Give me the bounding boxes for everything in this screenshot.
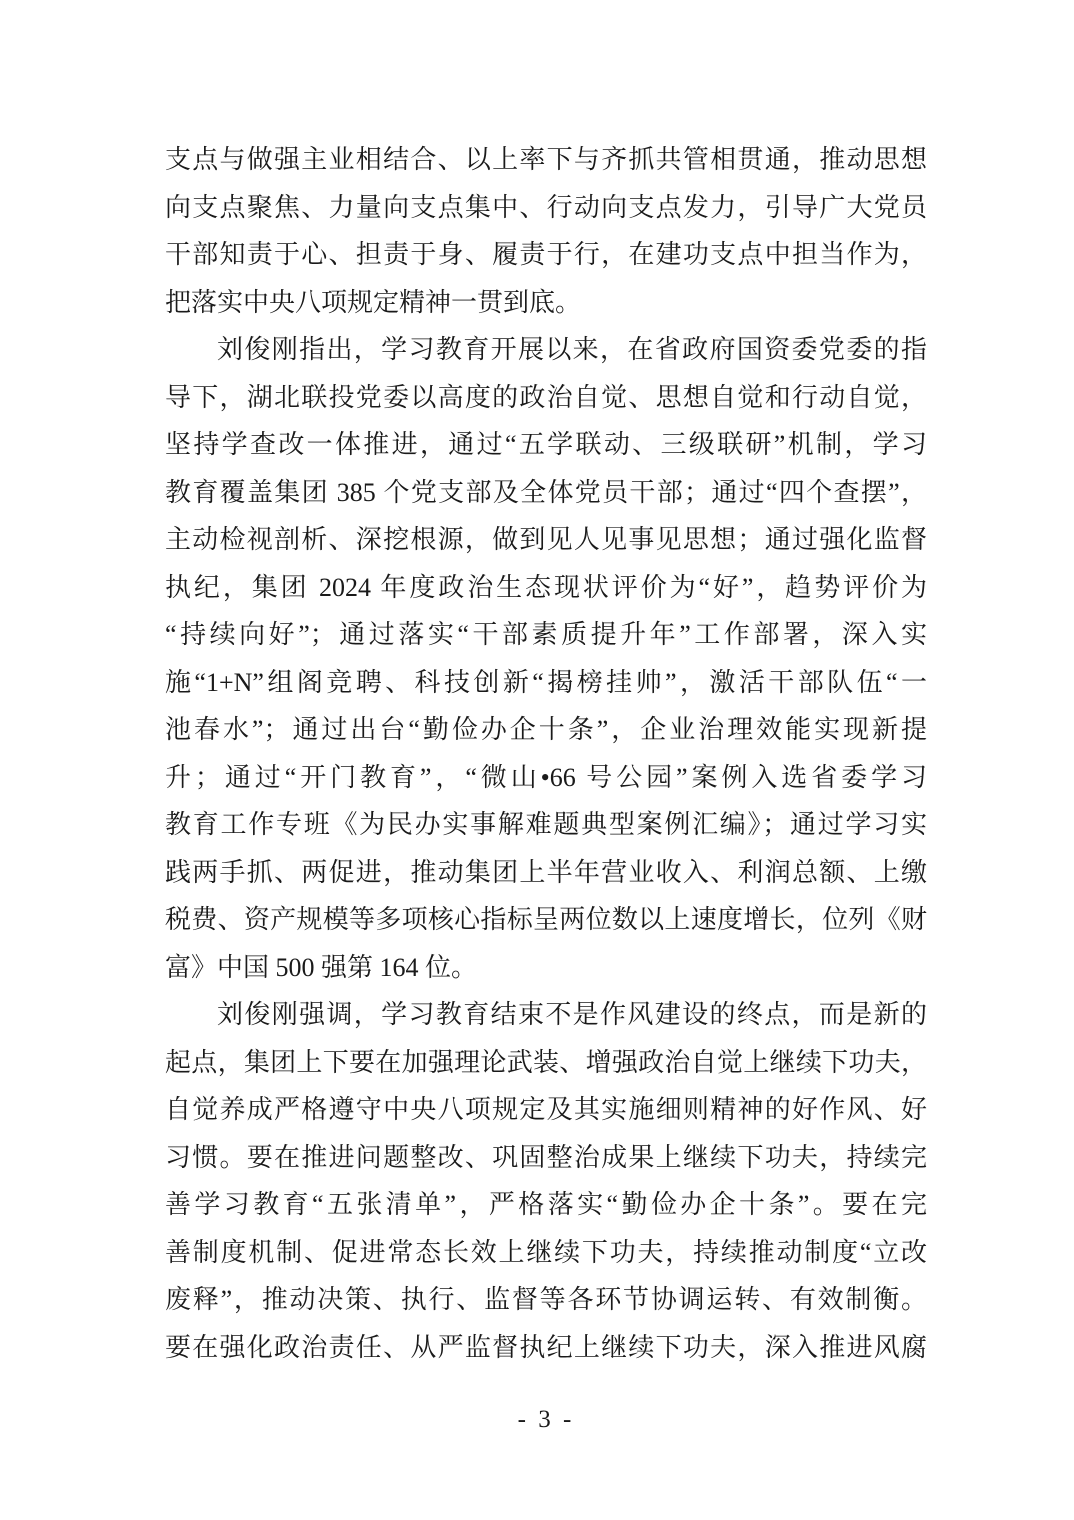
text-line: 主动检视剖析、深挖根源，做到见人见事见思想；通过强化监督 bbox=[165, 525, 927, 554]
paragraph bbox=[165, 991, 927, 1371]
paragraph bbox=[165, 326, 927, 991]
text-line: “持续向好”；通过落实“干部素质提升年”工作部署，深入实 bbox=[165, 620, 927, 649]
text-line: 刘俊刚强调，学习教育结束不是作风建设的终点，而是新的 bbox=[217, 1000, 927, 1029]
text-line: 善学习教育“五张清单”，严格落实“勤俭办企十条”。要在完 bbox=[165, 1190, 927, 1219]
text-line: 自觉养成严格遵守中央八项规定及其实施细则精神的好作风、好 bbox=[165, 1095, 927, 1124]
text-line: 习惯。要在推进问题整改、巩固整治成果上继续下功夫，持续完 bbox=[165, 1142, 927, 1172]
text-line: 践两手抓、两促进，推动集团上半年营业收入、利润总额、上缴 bbox=[165, 857, 927, 887]
text-line: 教育工作专班《为民办实事解难题典型案例汇编》；通过学习实 bbox=[165, 810, 927, 839]
text-line: 刘俊刚指出，学习教育开展以来，在省政府国资委党委的指 bbox=[217, 335, 927, 364]
page-number: - 3 - bbox=[517, 1406, 575, 1433]
text-line: 富》中国 500 强第 164 位。 bbox=[165, 952, 478, 982]
text-line: 导下，湖北联投党委以高度的政治自觉、思想自觉和行动自觉， bbox=[165, 382, 927, 412]
paragraph bbox=[165, 136, 927, 326]
text-line: 支点与做强主业相结合、以上率下与齐抓共管相贯通，推动思想 bbox=[165, 145, 927, 174]
text-line: 升；通过“开门教育”，“微山•66 号公园”案例入选省委学习 bbox=[165, 762, 927, 792]
text-line: 把落实中央八项规定精神一贯到底。 bbox=[165, 287, 582, 317]
text-line: 向支点聚焦、力量向支点集中、行动向支点发力，引导广大党员 bbox=[165, 192, 927, 222]
text-line: 起点，集团上下要在加强理论武装、增强政治自觉上继续下功夫， bbox=[165, 1047, 927, 1077]
text-line: 池春水”；通过出台“勤俭办企十条”，企业治理效能实现新提 bbox=[165, 715, 927, 744]
text-line: 干部知责于心、担责于身、履责于行，在建功支点中担当作为， bbox=[165, 240, 927, 269]
text-line: 废释”，推动决策、执行、监督等各环节协调运转、有效制衡。 bbox=[165, 1285, 927, 1314]
text-line: 执纪，集团 2024 年度政治生态现状评价为“好”，趋势评价为 bbox=[165, 572, 927, 602]
text-line: 坚持学查改一体推进，通过“五学联动、三级联研”机制，学习 bbox=[165, 430, 927, 459]
text-line: 善制度机制、促进常态长效上继续下功夫，持续推动制度“立改 bbox=[165, 1237, 927, 1267]
document-body bbox=[165, 136, 927, 1371]
text-line: 要在强化政治责任、从严监督执纪上继续下功夫，深入推进风腐 bbox=[165, 1332, 927, 1362]
text-line: 施“1+N”组阁竞聘、科技创新“揭榜挂帅”，激活干部队伍“一 bbox=[165, 667, 927, 697]
text-line: 教育覆盖集团 385 个党支部及全体党员干部；通过“四个查摆”， bbox=[165, 477, 927, 507]
text-line: 税费、资产规模等多项核心指标呈两位数以上速度增长，位列《财 bbox=[165, 905, 927, 934]
